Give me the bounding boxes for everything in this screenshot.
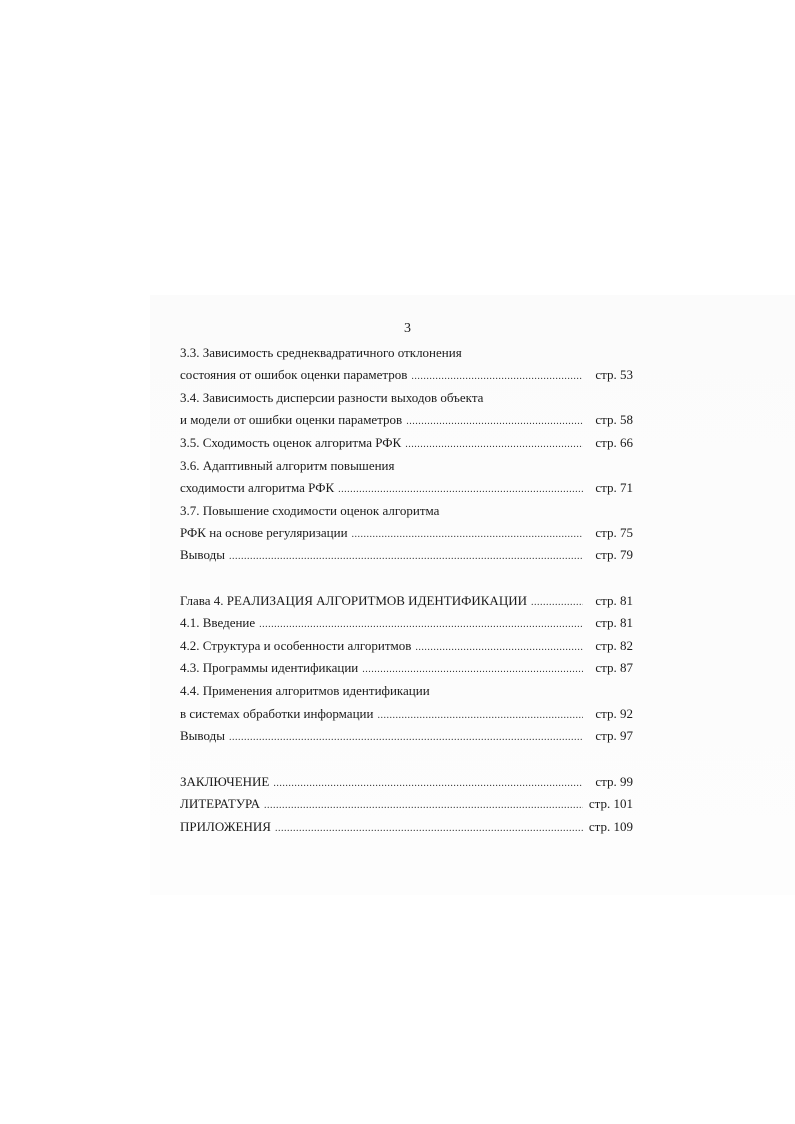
toc-title: 3.4. Зависимость дисперсии разности выходов объекта [180,390,484,405]
dot-leader [259,614,583,634]
toc-page: стр. 71 [595,480,633,495]
toc-page: стр. 92 [595,706,633,721]
toc-entry [180,479,633,497]
toc-entry [180,614,633,632]
toc-page: стр. 82 [595,638,633,653]
toc-page: стр. 99 [595,774,633,789]
toc-page: стр. 58 [595,412,633,427]
toc-title: Глава 4. РЕАЛИЗАЦИЯ АЛГОРИТМОВ ИДЕНТИФИКАЦИИ [180,593,527,608]
dot-leader [352,524,583,544]
toc-title: в системах обработки информации [180,706,374,721]
toc-line [180,344,462,362]
dot-leader [264,795,583,815]
toc-page: стр. 81 [595,593,633,608]
toc-entry [180,592,633,610]
toc-page: стр. 75 [595,525,633,540]
dot-leader [273,773,583,793]
toc-title: 4.3. Программы идентификации [180,660,359,675]
toc-entry [180,727,633,745]
toc-page: стр. 66 [595,435,633,450]
toc-page: стр. 87 [595,660,633,675]
toc-entry [180,546,633,564]
toc-title: 4.4. Применения алгоритмов идентификации [180,683,430,698]
dot-leader [362,659,583,679]
toc-title: и модели от ошибки оценки параметров [180,412,403,427]
toc-title: 4.2. Структура и особенности алгоритмов [180,638,412,653]
toc-title: Выводы [180,547,225,562]
toc-entry [180,637,633,655]
dot-leader [377,705,583,725]
toc-line [180,682,430,700]
dot-leader [229,546,583,566]
dot-leader [411,366,583,386]
dot-leader [229,727,583,747]
toc-page: стр. 109 [588,819,633,834]
toc-page: стр. 101 [588,796,633,811]
toc-line [180,389,483,407]
toc-title: ПРИЛОЖЕНИЯ [180,819,271,834]
toc-page: стр. 53 [595,367,633,382]
toc-entry [180,773,633,791]
toc-line [180,457,394,475]
dot-leader [531,592,583,612]
toc-title: ЗАКЛЮЧЕНИЕ [180,774,270,789]
toc-entry [180,434,633,452]
dot-leader [406,411,583,431]
toc-entry [180,524,633,542]
toc-line [180,502,439,520]
toc-entry [180,818,633,836]
toc-title: 3.6. Адаптивный алгоритм повышения [180,458,395,473]
toc-entry [180,411,633,429]
toc-page: стр. 79 [595,547,633,562]
toc-title: Выводы [180,728,225,743]
toc-title: ЛИТЕРАТУРА [180,796,260,811]
dot-leader [275,818,583,838]
dot-leader [405,434,583,454]
toc-entry [180,659,633,677]
dot-leader [415,637,583,657]
toc-page: стр. 81 [595,615,633,630]
toc-title: РФК на основе регуляризации [180,525,348,540]
toc-title: 3.3. Зависимость среднеквадратичного отклонения [180,345,462,360]
toc-title: сходимости алгоритма РФК [180,480,335,495]
toc-page: стр. 97 [595,728,633,743]
toc-title: 3.7. Повышение сходимости оценок алгоритма [180,503,440,518]
toc-title: 3.5. Сходимость оценок алгоритма РФК [180,435,402,450]
toc-entry [180,705,633,723]
toc-title: 4.1. Введение [180,615,256,630]
toc-title: состояния от ошибок оценки параметров [180,367,408,382]
page-number: 3 [404,321,411,336]
toc-entry [180,795,633,813]
dot-leader [338,479,583,499]
toc-entry [180,366,633,384]
